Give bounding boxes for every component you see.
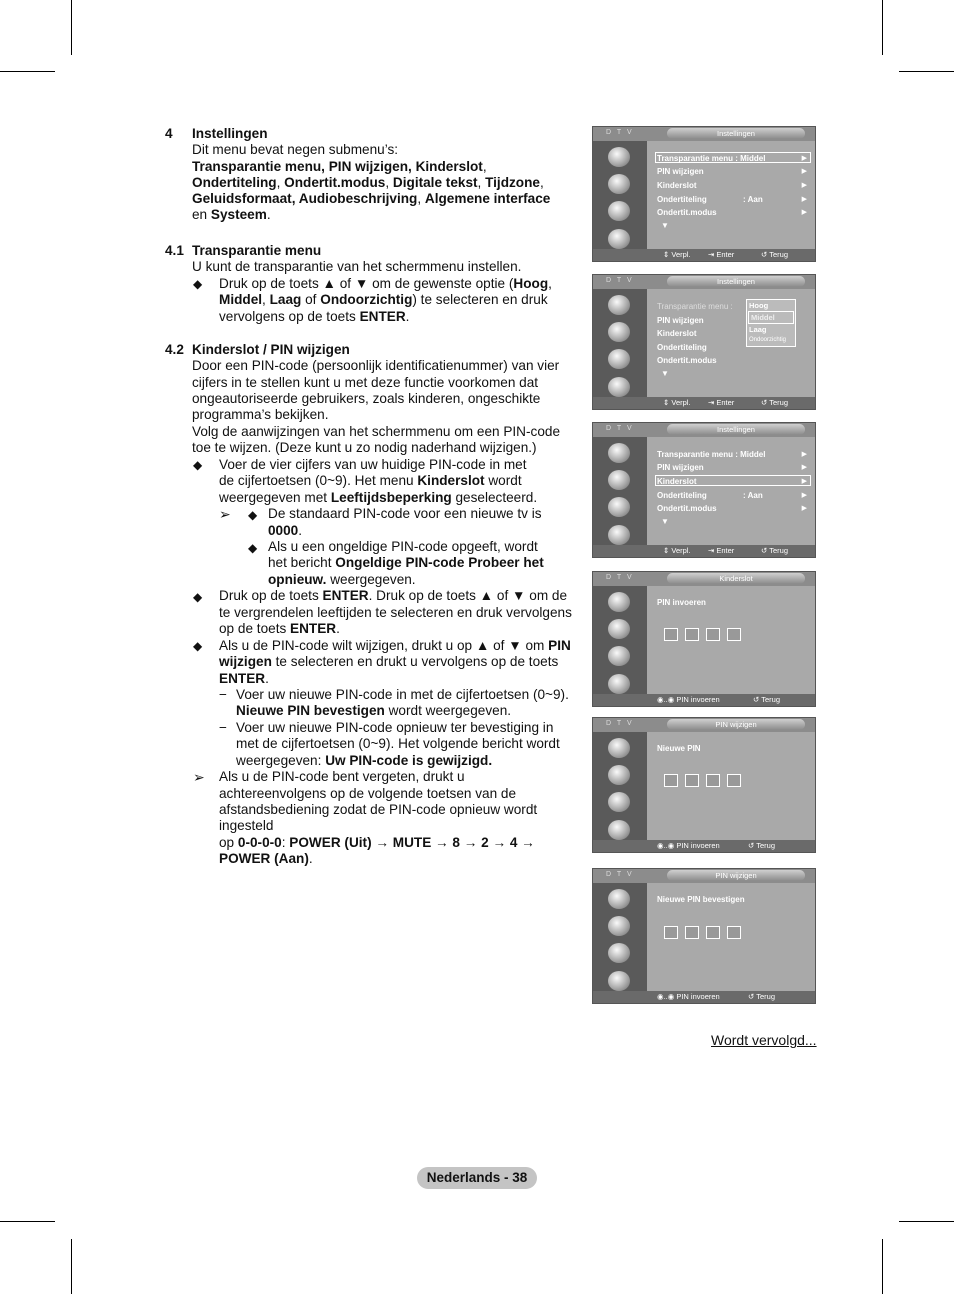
transparency-popup: Hoog Middel Laag Ondoorzichtig: [746, 299, 796, 347]
bullet-icon: ◆: [193, 277, 203, 291]
section-title: Transparantie menu: [192, 243, 322, 258]
manual-text: 4 Instellingen Dit menu bevat negen submenu’s: Transparantie menu, PIN wijzigen, Kinderslot, Ondertiteling, Ondertit.modus, Digitale tekst, Tijdzone, Geluidsformaat, Audiobeschrijving, Algemene interface en Systeem. 4.1 Transparantie menu U kunt de transparantie van het schermmenu instellen. ◆ Druk op de toets ▲ of ▼ om de gewenste optie (Hoog, Middel, Laag of Ondoorzichtig) te selecteren en druk vervolgens op de toets ENTER. 4.2 Kinderslot / PIN wijzigen Door een PIN-code (persoonlijk identificatienummer) van vier cijfers in te stellen kunt u met deze functie voorkomen dat ongeautoriseerde gebruikers, zoals kinderen, ongeschikte programma’s bekijken. Volg de aanwijzingen van het schermmenu om een PIN-code toe te wijzen. (Deze kunt u zo nodig naderhand wijzigen.) ◆ Voer de vier cijfers van uw huidige PIN-code in met de cijfertoetsen (0~9). Het menu Kinderslot wordt weergegeven met Leeftijdsbeperking geselecteerd. ➢ ◆ De standaard PIN-code voor een nieuwe tv is 0000. ◆ Als u een ongeldige PIN-code opgeeft, wordt het bericht Ongeldige PIN-code Probeer het opnieuw. weergegeven. ◆ Druk op de toets ENTER. Druk op de toets ▲ of ▼ om de te vergrendelen leeftijden te selecteren en druk vervolgens op de toets ENTER. ◆ Als u de PIN-code wilt wijzigen, drukt u op ▲ of ▼ om PIN wijzigen te selecteren en drukt u vervolgens op de toets ENTER. − Voer uw nieuwe PIN-code in met de cijfertoetsen (0~9). Nieuwe PIN bevestigen wordt weergegeven. − Voer uw nieuwe PIN-code opnieuw ter bevestiging in met de cijfertoetsen (0~9). Het volgende bericht wordt weergegeven: Uw PIN-code is gewijzigd. ➢ Als u de PIN-code bent vergeten, drukt u achtereenvolgens op de volgende toetsen van de afstandsbediening zodat de PIN-code opnieuw wordt ingesteld op 0-0-0-0: POWER (Uit) → MUTE → 8 → 2 → 4 → POWER (Aan).: [165, 126, 572, 866]
tv-screen-confirm-pin: D T V PIN wijzigen Nieuwe PIN bevestigen ◉..◉ PIN invoeren ↺ Terug: [592, 868, 816, 1004]
crop-mark: [899, 1221, 954, 1222]
tv-screen-new-pin: D T V PIN wijzigen Nieuwe PIN ◉..◉ PIN invoeren ↺ Terug: [592, 717, 816, 853]
bullet-icon: ◆: [248, 508, 258, 522]
crop-mark: [71, 1239, 72, 1294]
tv-screen-kinderslot-select: D T V Instellingen Transparantie menu : Middel PIN wijzigen Kinderslot Ondertiteling : Aan Ondertit.modus ▶ ▶ ▶ ▶ ▶ ▼ ⇕ Verpl. ⇥ Enter ↺ Terug: [592, 422, 816, 558]
note-arrow-icon: ➢: [193, 769, 205, 785]
bullet-icon: ◆: [193, 458, 203, 472]
note-arrow-icon: ➢: [219, 506, 231, 522]
crop-mark: [882, 1239, 883, 1294]
bullet-icon: ◆: [193, 639, 203, 653]
crop-mark: [882, 0, 883, 55]
continued-note: Wordt vervolgd...: [711, 1032, 817, 1048]
tv-screen-pin-entry: D T V Kinderslot PIN invoeren ◉..◉ PIN invoeren ↺ Terug: [592, 571, 816, 707]
bullet-icon: ◆: [248, 541, 258, 555]
section-title: Kinderslot / PIN wijzigen: [192, 342, 350, 357]
crop-mark: [0, 1221, 55, 1222]
section-title: Instellingen: [192, 126, 268, 141]
crop-mark: [899, 71, 954, 72]
tv-screen-transparency: D T V Instellingen Transparantie menu : PIN wijzigen Kinderslot Ondertiteling Ondertit.modus ▼ Hoog Middel Laag Ondoorzichtig ⇕ Verpl. ⇥ Enter ↺ Terug: [592, 274, 816, 410]
page-number: Nederlands - 38: [417, 1167, 537, 1189]
tv-screen-settings: D T V Instellingen Transparantie menu : Middel PIN wijzigen Kinderslot Ondertiteling : Aan Ondertit.modus ▶ ▶ ▶ ▶ ▶ ▼ ⇕ Verpl. ⇥ Enter ↺ Terug: [592, 126, 816, 262]
bullet-icon: ◆: [193, 590, 203, 604]
